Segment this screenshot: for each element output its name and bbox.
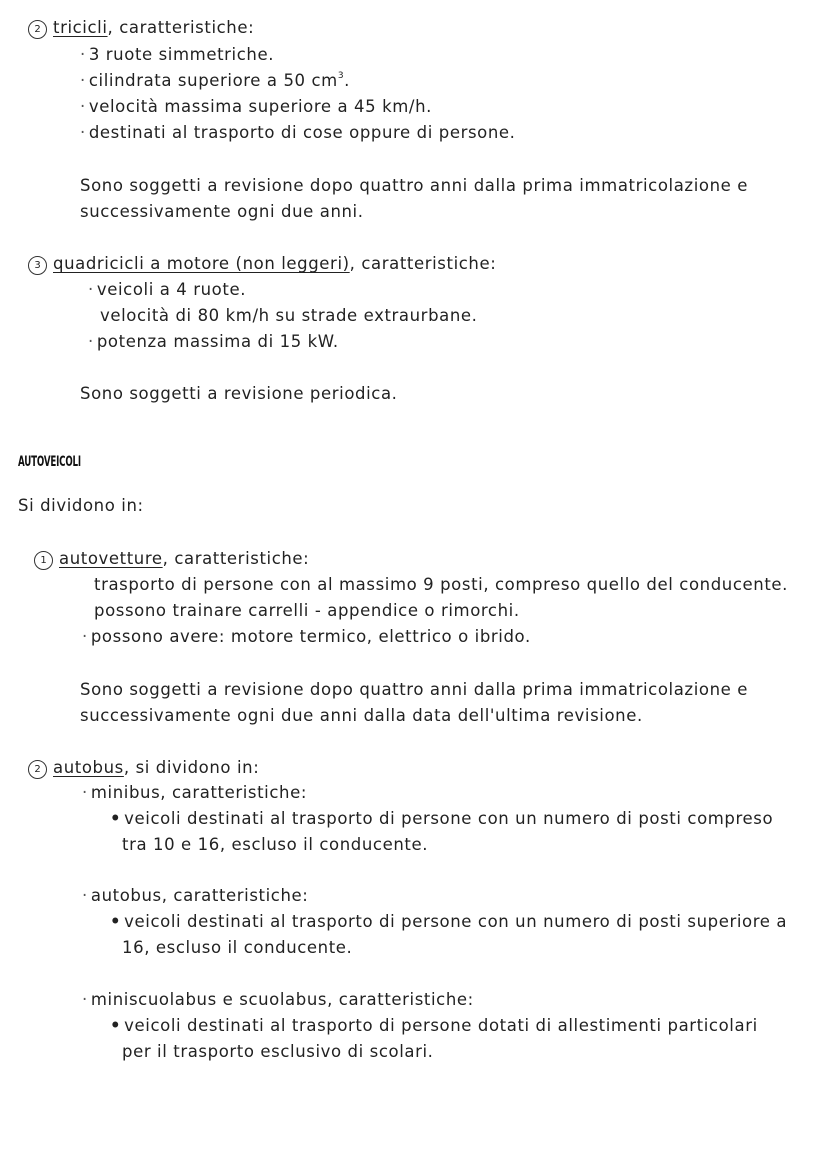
section-autobus-header [28, 757, 259, 779]
desc-text: 16, escluso il conducente. [122, 938, 353, 957]
list-item-text: veicoli a 4 ruote. [96, 280, 247, 299]
bullet-icon: · [88, 280, 94, 299]
bullet-icon: · [80, 97, 86, 116]
list-item-text: velocità di 80 km/h su strade extraurbane. [100, 306, 478, 325]
list-item [88, 331, 339, 353]
list-item [80, 122, 516, 144]
revision-text: Sono soggetti a revisione dopo quattro anni dalla prima immatricolazione e [80, 176, 748, 195]
bullet-icon: · [82, 783, 88, 802]
list-item-text: potenza massima di 15 kW. [96, 332, 339, 351]
desc-text: per il trasporto esclusivo di scolari. [122, 1042, 434, 1061]
bullet-icon: · [82, 627, 88, 646]
subsection-scuolabus [82, 989, 474, 1011]
subsection-autobus [82, 885, 308, 907]
section-title: quadricicli a motore (non leggeri) [53, 254, 350, 273]
desc-text: veicoli destinati al trasporto di persone con un numero di posti superiore a [124, 912, 788, 931]
list-item-text: destinati al trasporto di cose oppure di persone. [88, 123, 516, 142]
superscript: 3 [337, 70, 345, 81]
subsection-desc [110, 808, 773, 830]
list-item-text: trasporto di persone con al massimo 9 posti, compreso quello del conducente. [94, 575, 788, 594]
section-title: autovetture [59, 549, 163, 568]
subsection-minibus [82, 782, 307, 804]
list-item-text: possono avere: motore termico, elettrico o ibrido. [90, 627, 531, 646]
section-title-suffix: , si dividono in: [123, 758, 260, 777]
subsection-label: autobus, caratteristiche: [90, 886, 309, 905]
list-item [88, 279, 246, 301]
list-item [82, 626, 531, 648]
subsection-label: minibus, caratteristiche: [90, 783, 308, 802]
section-heading: AUTOVEICOLI [18, 454, 81, 470]
list-item [80, 70, 350, 92]
bullet-icon: · [82, 990, 88, 1009]
section-title-suffix: , caratteristiche: [349, 254, 497, 273]
bullet-icon: · [82, 886, 88, 905]
bullet-icon: · [80, 123, 86, 142]
bullet-icon: • [110, 809, 122, 828]
subsection-desc [110, 911, 787, 933]
desc-text: veicoli destinati al trasporto di persone dotati di allestimenti particolari [124, 1016, 758, 1035]
list-item [80, 96, 432, 118]
bullet-icon: · [88, 332, 94, 351]
bullet-icon: • [110, 912, 122, 931]
revision-text: Sono soggetti a revisione periodica. [80, 384, 398, 403]
revision-text: successivamente ogni due anni. [80, 202, 364, 221]
desc-text: tra 10 e 16, escluso il conducente. [122, 835, 429, 854]
desc-text: veicoli destinati al trasporto di persone con un numero di posti compreso [124, 809, 774, 828]
number-circle-icon: 3 [28, 256, 47, 275]
list-item-text: velocità massima superiore a 45 km/h. [88, 97, 432, 116]
number-circle-icon: 2 [28, 20, 47, 39]
section-tricicli-header [28, 17, 254, 39]
section-autovetture-header [34, 548, 309, 570]
intro-text: Si dividono in: [18, 496, 144, 515]
section-quadricicli-header [28, 253, 496, 275]
list-item [80, 44, 274, 66]
subsection-label: miniscuolabus e scuolabus, caratteristiche: [90, 990, 474, 1009]
subsection-desc [110, 1015, 758, 1037]
number-circle-icon: 2 [28, 760, 47, 779]
bullet-icon: • [110, 1016, 122, 1035]
bullet-icon: · [80, 45, 86, 64]
list-item-text: possono trainare carrelli - appendice o rimorchi. [94, 601, 520, 620]
section-title: autobus [53, 758, 124, 777]
section-title-suffix: , caratteristiche: [107, 18, 255, 37]
bullet-icon: · [80, 71, 86, 90]
section-title-suffix: , caratteristiche: [162, 549, 310, 568]
list-item-text: cilindrata superiore a 50 cm [88, 71, 338, 90]
revision-text: successivamente ogni due anni dalla data dell'ultima revisione. [80, 706, 643, 725]
section-title: tricicli [53, 18, 108, 37]
revision-text: Sono soggetti a revisione dopo quattro anni dalla prima immatricolazione e [80, 680, 748, 699]
list-item-text-end: . [344, 71, 351, 90]
number-circle-icon: 1 [34, 551, 53, 570]
list-item-text: 3 ruote simmetriche. [88, 45, 275, 64]
